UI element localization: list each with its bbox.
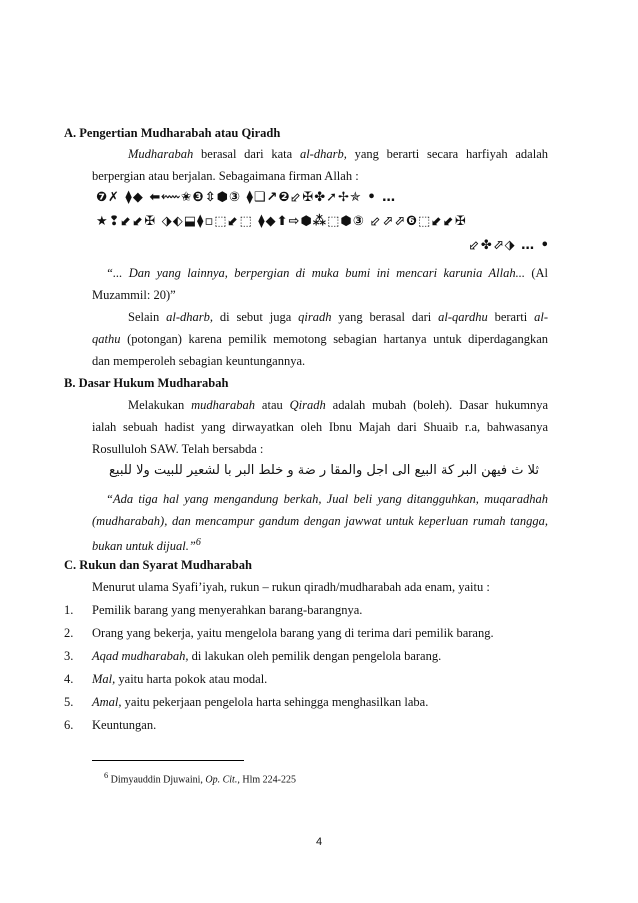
footnote-divider <box>92 760 244 761</box>
quran-glyphs-line1: ❼✗ ⧫◆ ⬅⬳✬❸⇳⬢③ ⧫❑↗❷⬃✠✤➚✢✯ • … <box>96 190 397 205</box>
section-b-para1-line1: Melakukan mudharabah atau Qiradh adalah mubah (boleh). Dasar hukumnya <box>128 398 548 412</box>
list-item-text: Keuntungan. <box>92 718 157 732</box>
hadith-arabic: ثلا ث فيهن البر كة البيع الى اجل والمقا ر ضة و خلط البر با لشعير للبيت ولا للبيع <box>108 463 539 478</box>
hadith-translation-line3: bukan untuk dijual.”$^6$ <box>92 537 201 554</box>
list-item: 4. <box>64 672 74 686</box>
hadith-translation-line1: “Ada tiga hal yang mengandung berkah, Jual beli yang ditangguhkan, muqaradhah <box>106 492 548 506</box>
list-item: 2. <box>64 626 74 640</box>
section-a-para2-line1: Selain al-dharb, di sebut juga qiradh yang berasal dari al-qardhu berarti al- <box>128 310 548 324</box>
footnote-number: 6 <box>104 771 109 780</box>
list-item: 5. <box>64 695 74 709</box>
term-mudharabah: Mudharabah <box>128 147 194 161</box>
section-b-heading: B. Dasar Hukum Mudharabah <box>64 376 229 390</box>
quran-glyphs-line2: ★❢⬋⬋✠ ⬗⬖⬓⧫▫⬚⬋⬚ ⧫◆⬆⇨⬢⁂⬚⬢③ ⬃⬀⬀❻⬚⬋⬋✠ <box>96 214 467 229</box>
section-c-intro: Menurut ulama Syafi’iyah, rukun – rukun qiradh/mudharabah ada enam, yaitu : <box>92 580 490 594</box>
quran-translation-line1: “... Dan yang lainnya, berpergian di muka bumi ini mencari karunia Allah... (Al <box>106 266 548 280</box>
list-item-text: Orang yang bekerja, yaitu mengelola barang yang di terima dari pemilik barang. <box>92 626 494 640</box>
list-item-text: Aqad mudharabah, di lakukan oleh pemilik dengan pengelola barang. <box>92 649 442 663</box>
section-b-para1-line2: ialah sebuah hadist yang dirwayatkan oleh Ibnu Majah dari Shuaib r.a, bahwasanya <box>92 420 548 434</box>
list-item: 1. <box>64 603 74 617</box>
section-c-heading: C. Rukun dan Syarat Mudharabah <box>64 558 252 572</box>
list-item: 6. <box>64 718 74 732</box>
page-number: 4 <box>315 836 323 848</box>
quran-glyphs-line3: ⬃✤⬀⬗ … • <box>468 238 550 253</box>
section-a-heading: A. Pengertian Mudharabah atau Qiradh <box>64 126 281 140</box>
footnote: $^6$ Dimyauddin Djuwaini, Op. Cit., Hlm 224-225 <box>104 771 296 786</box>
section-a-para1-line1: Mudharabah berasal dari kata al-dharb, yang berarti secara harfiyah adalah <box>128 147 548 161</box>
list-item-text: Pemilik barang yang menyerahkan barang-barangnya. <box>92 603 363 617</box>
quran-translation-line2: Muzammil: 20)” <box>92 288 176 302</box>
list-item: 3. <box>64 649 74 663</box>
section-a-para1-line2: berpergian atau berjalan. Sebagaimana firman Allah : <box>92 169 359 183</box>
hadith-translation-line2: (mudharabah), dan mencampur gandum dengan jawwat untuk keperluan rumah tangga, <box>92 514 548 528</box>
list-item-text: Amal, yaitu pekerjaan pengelola harta sehingga menghasilkan laba. <box>92 695 429 709</box>
section-b-para1-line3: Rosulluloh SAW. Telah bersabda : <box>92 442 264 456</box>
footnote-reference: 6 <box>195 537 201 548</box>
section-a-para2-line3: dan memperoleh sebagian keuntungannya. <box>92 354 306 368</box>
section-a-para2-line2: qathu (potongan) karena pemilik memotong sebagian hartanya untuk diperdagangkan <box>92 332 548 346</box>
list-item-text: Mal, yaitu harta pokok atau modal. <box>92 672 268 686</box>
